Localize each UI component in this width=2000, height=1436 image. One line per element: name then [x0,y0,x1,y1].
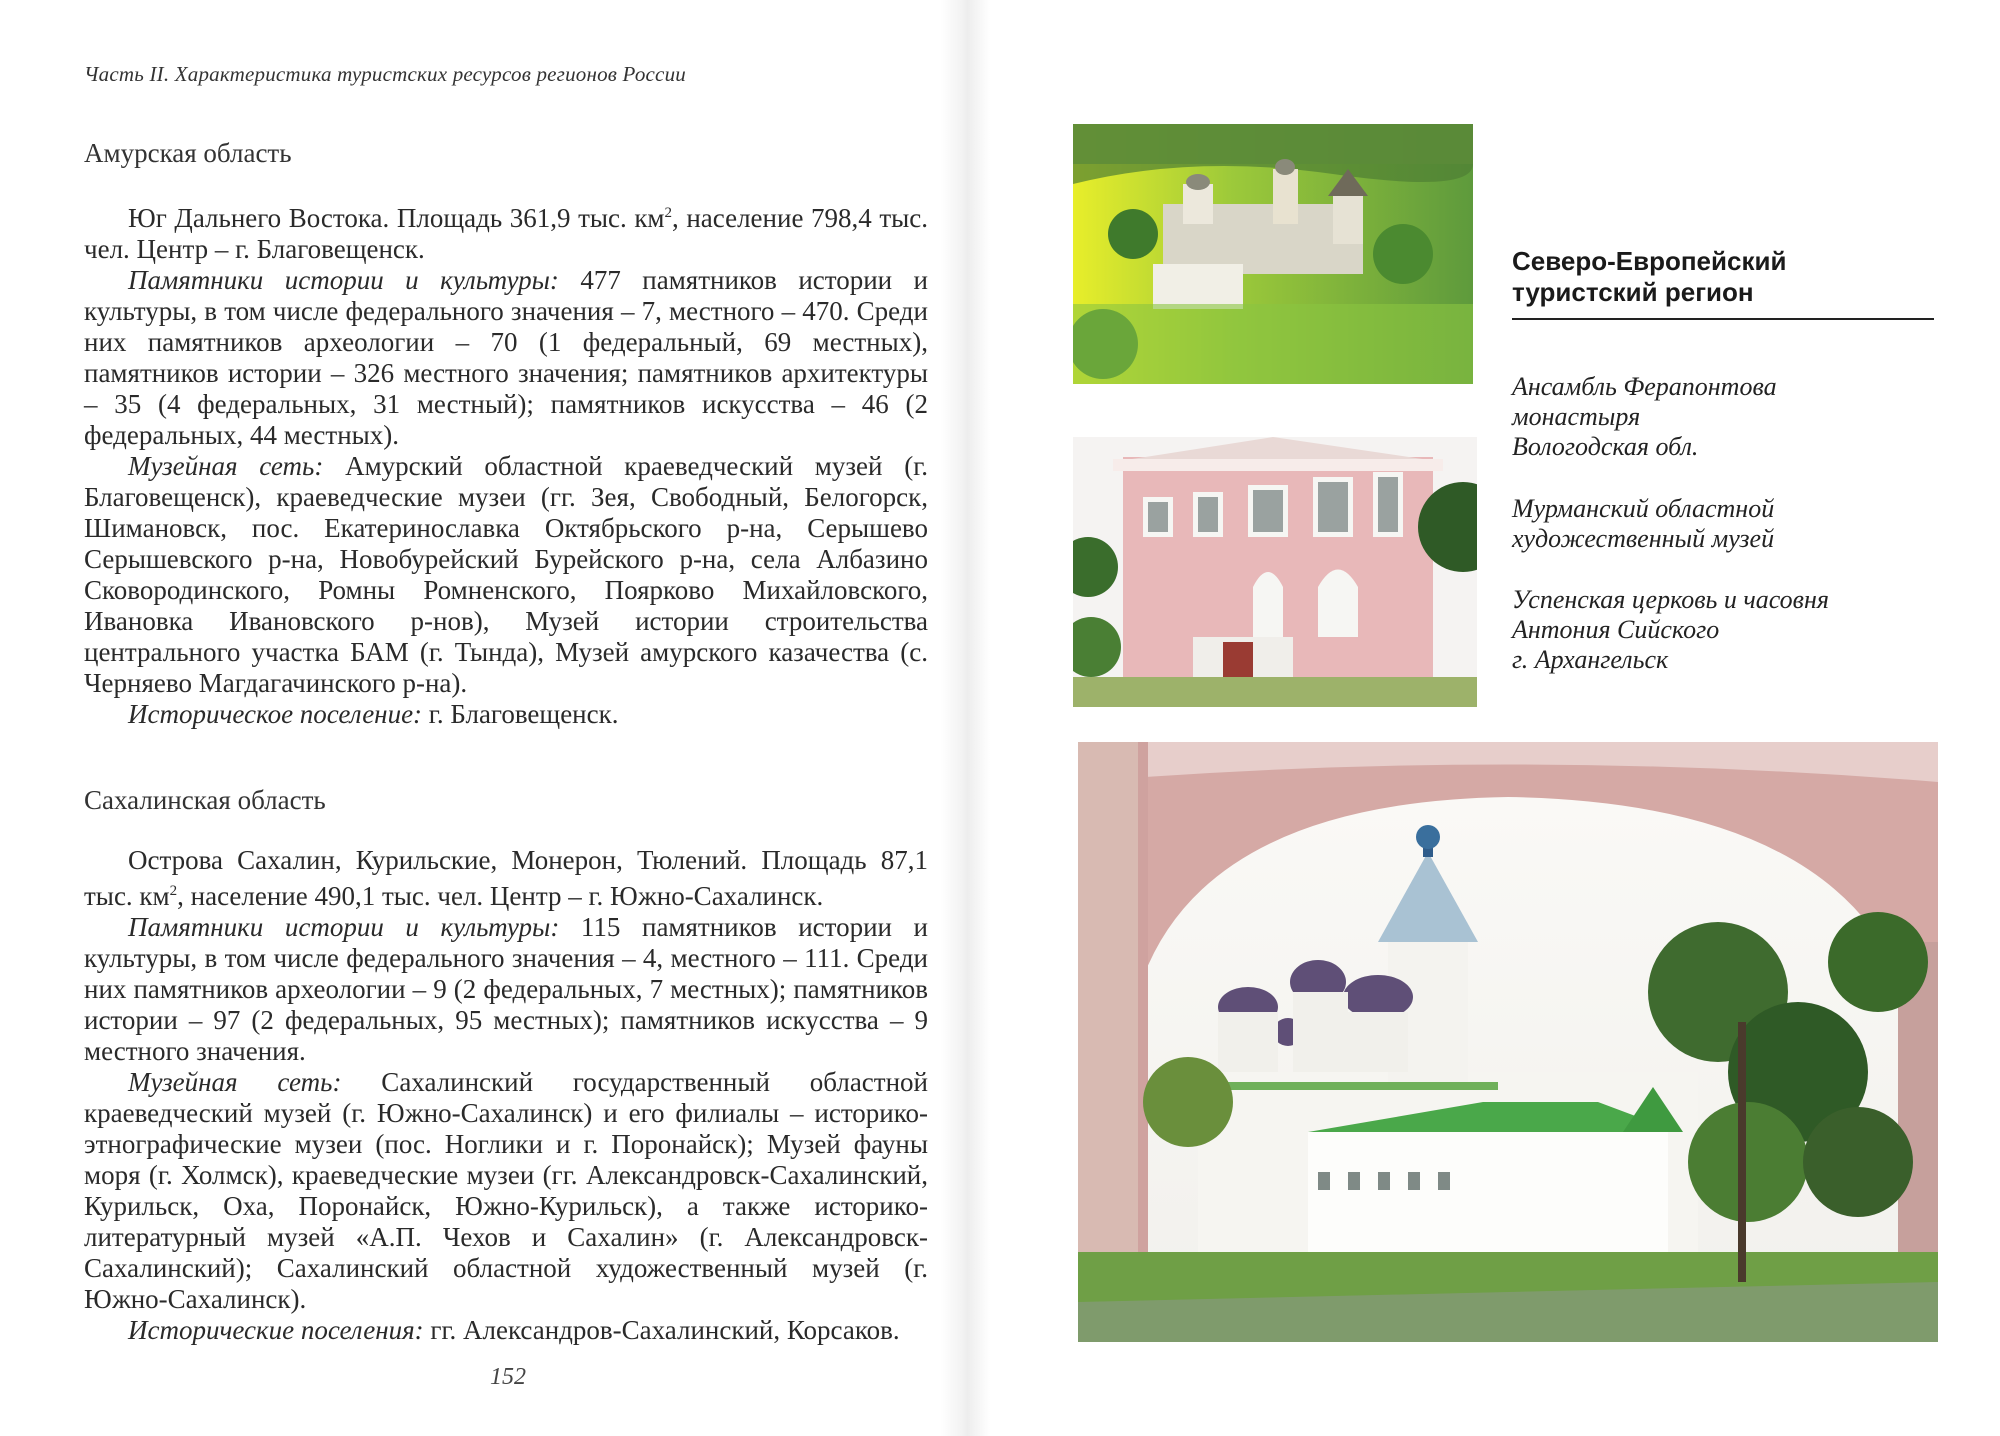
sakhalin-monuments: Памятники истории и культуры: 115 памятников истории и культуры, в том числе федерального значения – 4, местного – 111. Среди них памятников археологии – 9 (2 федеральных, 7 местных); памятников истории – 97 (2 федеральных, 95 местных); памятников искусства – 9 местного значения. [84,912,929,1066]
sakhalin-intro: Острова Сахалин, Курильские, Монерон, Тюлений. Площадь 87,1 тыс. $км^2$, население 490,1 тыс. чел. Центр – г. Южно-Сахалинск. [84,845,928,911]
caption-ferapontov: Ансамбль Ферапонтова монастыря Вологодская обл. [1512,372,1777,461]
amur-settlement: Историческое поселение: г. Благовещенск. [128,699,619,729]
caption-assumption-church: Успенская церковь и часовня Антония Сийского г. Архангельск [1512,585,1829,674]
section-title-sakhalin: Сахалинская область [84,785,326,815]
sakhalin-museums: Музейная сеть: Сахалинский государственный областной краеведческий музей (г. Южно-Сахалинск) и его филиалы – историко-этнографические музеи (пос. Ноглики и г. Поронайск); Музей фауны моря (г. Холмск), краеведческие музеи (гг. Александровск-Сахалинский, Курильск, Оха, Поронайск, Южно-Курильск), а также историко-литературный музей «А.П. Чехов и Сахалин» (г. Александровск-Сахалинский); Сахалинский областной художественный музей (г. Южно-Сахалинск). [84,1067,928,1314]
region-title-rule [1512,318,1934,320]
sakhalin-body [84,845,928,1346]
amur-monuments: Памятники истории и культуры: 477 памятников истории и культуры, в том числе федерального значения – 7, местного – 470. Среди них памятников археологии – 70 (1 федеральный, 69 местных), памятников истории – 326 местного значения; памятников архитектуры – 35 (4 федеральных, 31 местный); памятников искусства – 46 (2 федеральных, 44 местных). [84,265,929,450]
page-number: 152 [490,1364,526,1390]
caption-murmansk-museum: Мурманский областной художественный музей [1512,494,1775,553]
sakhalin-settlement: Исторические поселения: гг. Александров-Сахалинский, Корсаков. [128,1315,900,1345]
photo-assumption-church [1078,742,1938,1342]
photo-ferapontov-monastery [1073,124,1473,384]
region-title: Северо-Европейский туристский регион [1512,246,1787,307]
amur-body [84,198,928,730]
photo-murmansk-art-museum [1073,437,1477,707]
amur-museums: Музейная сеть: Амурский областной краеведческий музей (г. Благовещенск), краеведческие музеи (гг. Зея, Свободный, Белогорск, Шимановск, пос. Екатеринославка Октябрьского р-на, Серышево Серышевского р-на, Новобурейский Бурейского р-на, села Албазино Сковородинского, Ромны Ромненского, Поярково Михайловского, Ивановка Ивановского р-нов), Музей истории строительства центрального участка БАМ (г. Тында), Музей амурского казачества (с. Черняево Магдагачинского р-на). [84,451,928,698]
book-gutter [940,0,990,1436]
section-title-amur: Амурская область [84,138,292,168]
running-head: Часть II. Характеристика туристских ресурсов регионов России [84,62,686,86]
amur-intro: Юг Дальнего Востока. Площадь 361,9 тыс. $км^2$, население 798,4 тыс. чел. Центр – г. Благовещенск. [84,203,929,264]
